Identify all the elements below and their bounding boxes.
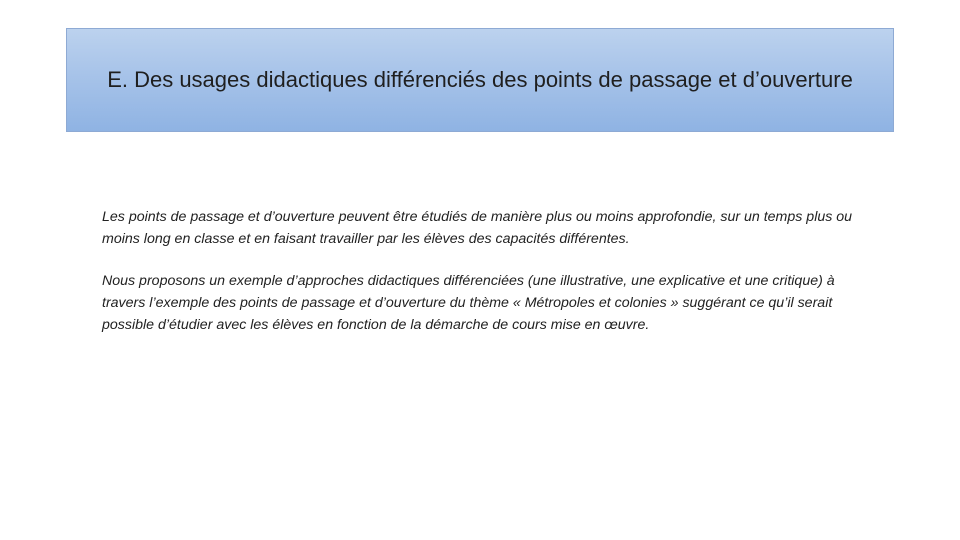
body-paragraph-2: Nous proposons un exemple d’approches didactiques différenciées (une illustrative, une explicative et une critique) à travers l’exemple des points de passage et d’ouverture du thème « Métropoles et colonies » suggérant ce qu’il serait possible d’étudier avec les élèves en fonction de la démarche de cours mise en œuvre. xyxy=(102,273,835,333)
slide-body xyxy=(102,206,872,356)
title-banner xyxy=(66,28,894,132)
body-paragraph-1: Les points de passage et d’ouverture peuvent être étudiés de manière plus ou moins approfondie, sur un temps plus ou moins long en classe et en faisant travailler par les élèves des capacités différentes. xyxy=(102,209,853,247)
slide-title: E. Des usages didactiques différenciés des points de passage et d’ouverture xyxy=(107,67,853,92)
